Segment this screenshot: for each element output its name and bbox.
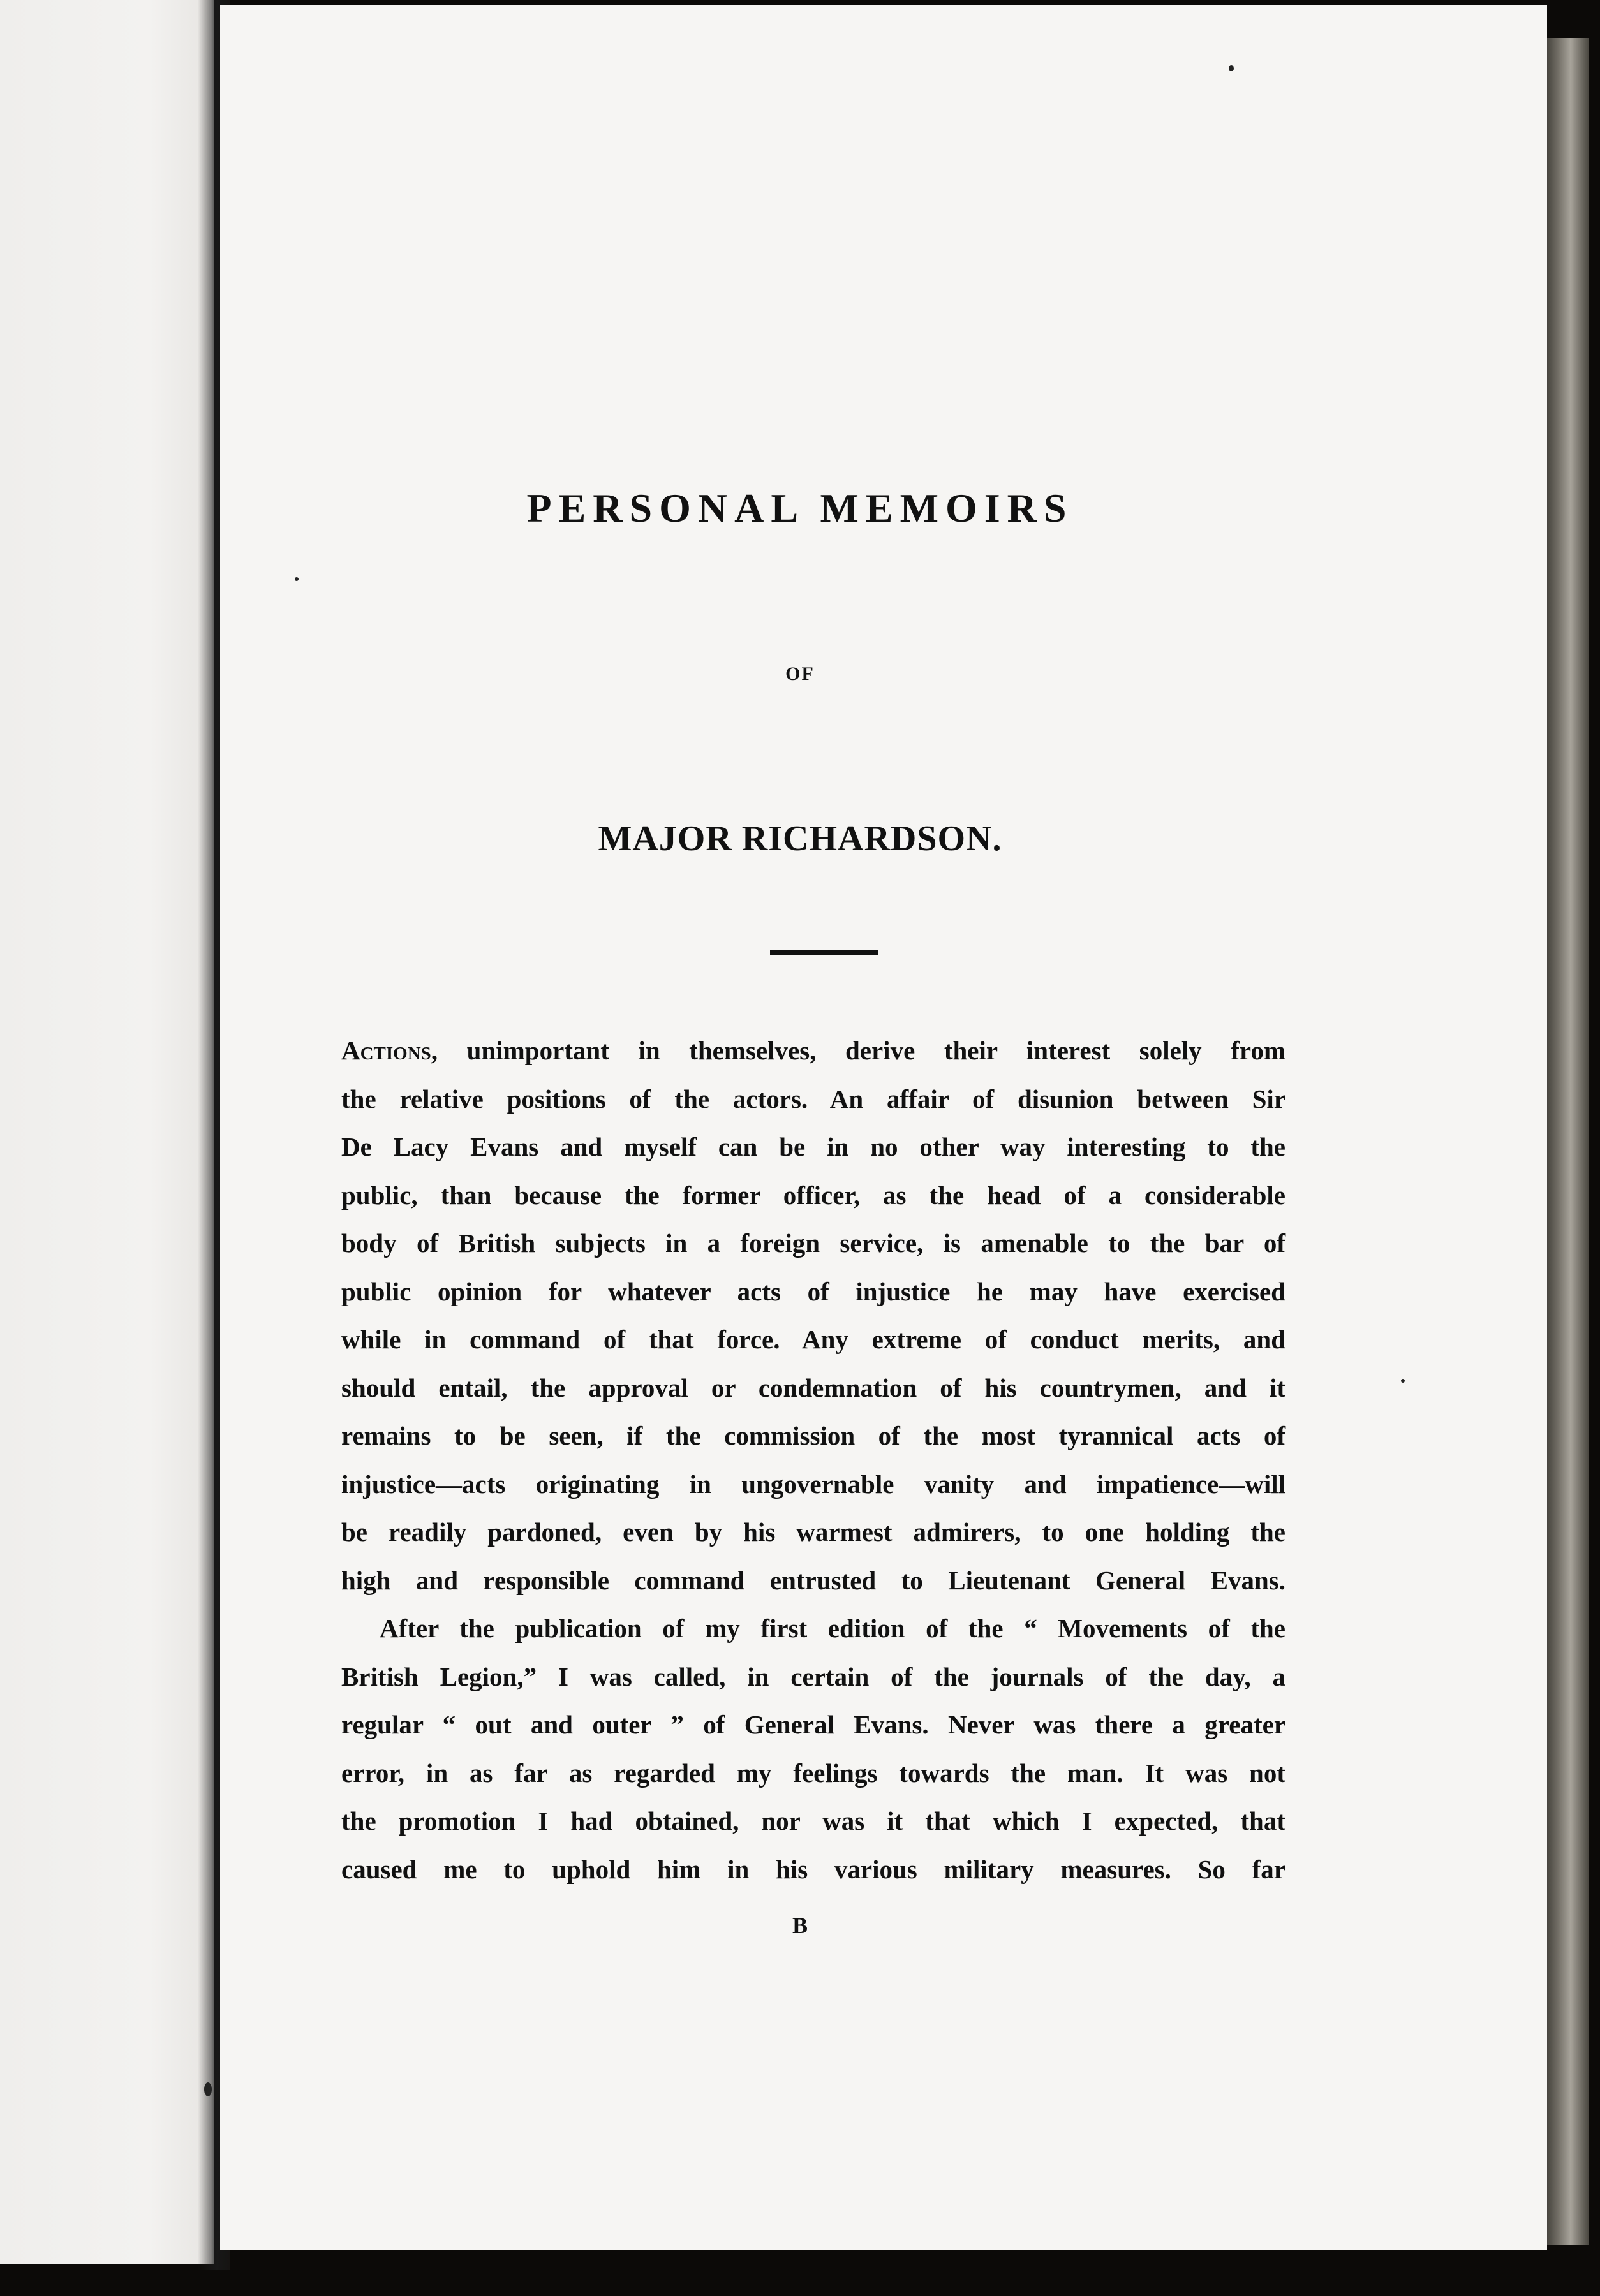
signature-mark: B <box>792 1913 808 1938</box>
text-line: remains to be seen, if the commission of the most tyrannical acts of <box>341 1421 1285 1450</box>
text-line: error, in as far as regarded my feelings towards the man. It was not <box>341 1758 1285 1788</box>
text-line: while in command of that force. Any extreme of conduct merits, and <box>341 1325 1285 1354</box>
paragraph-lead: Actions, <box>341 1036 438 1065</box>
ink-speck <box>1229 65 1234 71</box>
paragraph-2 <box>341 1605 1285 1894</box>
body-text <box>341 1027 1285 1894</box>
title-connector: OF <box>785 663 815 684</box>
text-line: high and responsible command entrusted to Lieutenant General Evans. <box>341 1565 1285 1595</box>
text-line: De Lacy Evans and myself can be in no other way interesting to the <box>341 1132 1285 1161</box>
text-line: Actions, unimportant in themselves, derive their interest solely from <box>341 1036 1285 1065</box>
text-line: the relative positions of the actors. An affair of disunion between Sir <box>341 1084 1285 1114</box>
page-subtitle: MAJOR RICHARDSON. <box>598 819 1002 858</box>
ink-speck <box>204 2082 212 2096</box>
text-line: body of British subjects in a foreign service, is amenable to the bar of <box>341 1228 1285 1258</box>
title-rule <box>770 950 878 955</box>
text-line: public, than because the former officer, as the head of a considerable <box>341 1180 1285 1210</box>
ink-speck <box>1401 1379 1405 1383</box>
text-line: caused me to uphold him in his various military measures. So far <box>341 1854 1285 1884</box>
page-title: PERSONAL MEMOIRS <box>526 485 1074 531</box>
text-line: injustice—acts originating in ungovernable vanity and impatience—will <box>341 1469 1285 1499</box>
text-line: be readily pardoned, even by his warmest admirers, to one holding the <box>341 1517 1285 1547</box>
ink-speck <box>295 577 299 581</box>
text-line: the promotion I had obtained, nor was it that which I expected, that <box>341 1806 1285 1836</box>
text-line: should entail, the approval or condemnation of his countrymen, and it <box>341 1372 1285 1402</box>
text-line: public opinion for whatever acts of injustice he may have exercised <box>341 1276 1285 1306</box>
text-line: After the publication of my first edition of the “ Movements of the <box>380 1614 1285 1643</box>
text-line: British Legion,” I was called, in certain of the journals of the day, a <box>341 1661 1285 1691</box>
paragraph-1 <box>341 1027 1285 1605</box>
text-line: regular “ out and outer ” of General Evans. Never was there a greater <box>341 1710 1285 1739</box>
